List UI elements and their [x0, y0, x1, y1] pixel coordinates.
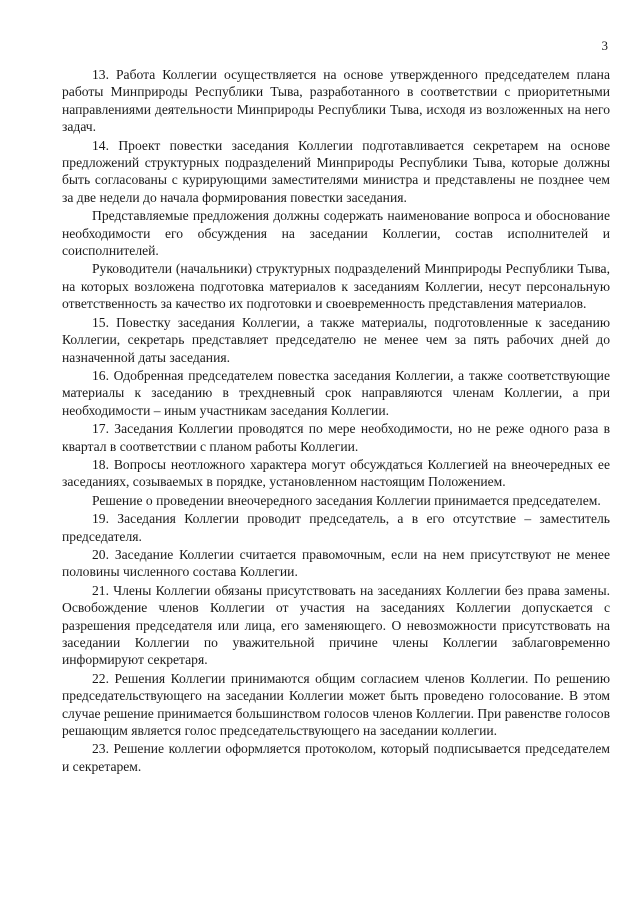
- paragraph-23: 23. Решение коллегии оформляется протоколом, который подписывается председателем и секретарем.: [62, 741, 610, 774]
- paragraph-16: 16. Одобренная председателем повестка заседания Коллегии, а также соответствующие материалы к заседанию в трехдневный срок направляются членам Коллегии, а при необходимости – иным участникам заседания Коллегии.: [62, 367, 610, 418]
- paragraph-20: 20. Заседание Коллегии считается правомочным, если на нем присутствуют не менее половины численного состава Коллегии.: [62, 546, 610, 580]
- paragraph-13: 13. Работа Коллегии осуществляется на основе утвержденного председателем плана работы Минприроды Республики Тыва, разработанного в соответствии с приоритетными направлениями деятельности Минприроды Республики Тыва, исходя из возложенных на него задач.: [62, 67, 610, 135]
- paragraph-17: 17. Заседания Коллегии проводятся по мере необходимости, но не реже одного раза в квартал в соответствии с планом работы Коллегии.: [62, 421, 610, 454]
- page-number: 3: [601, 38, 608, 53]
- paragraph-22: 22. Решения Коллегии принимаются общим согласием членов Коллегии. По решению председательствующего на заседании Коллегии может быть проведено голосование. В этом случае решение принимается большинством голосов членов Коллегии. При равенстве голосов решающим является голос председательствующего на заседании коллегии.: [62, 670, 610, 739]
- paragraph-21: 21. Члены Коллегии обязаны присутствовать на заседаниях Коллегии без права замены. Освобождение членов Коллегии от участия на заседаниях Коллегии допускается с разрешения председателя или лица, его заменяющего. О невозможности присутствовать на заседании Коллегии по уважительной причине члены Коллегии заблаговременно информируют секретаря.: [62, 582, 610, 668]
- paragraph-19: 19. Заседания Коллегии проводит председатель, а в его отсутствие – заместитель председателя.: [62, 511, 610, 544]
- paragraph-14-heads: Руководители (начальники) структурных подразделений Минприроды Республики Тыва, на которых возложена подготовка материалов к заседаниям Коллегии, несут персональную ответственность за качество их подготовки и своевременность представления материалов.: [62, 261, 610, 312]
- paragraph-14: 14. Проект повестки заседания Коллегии подготавливается секретарем на основе предложений структурных подразделений Минприроды Республики Тыва, которые должны быть согласованы с курирующими заместителями министра и представлены не позднее чем за две недели до начала формирования повестки заседания.: [62, 137, 610, 205]
- paragraph-14-proposals: Представляемые предложения должны содержать наименование вопроса и обоснование необходимости его обсуждения на заседании Коллегии, состав исполнителей и соисполнителей.: [62, 208, 610, 259]
- paragraph-18-decision: Решение о проведении внеочередного заседания Коллегии принимается председателем.: [92, 492, 601, 508]
- paragraph-15: 15. Повестку заседания Коллегии, а также материалы, подготовленные к заседанию Коллегии, секретарь представляет председателю не менее чем за пять рабочих дней до назначенной даты заседания.: [62, 314, 610, 365]
- document-body: [62, 66, 610, 776]
- paragraph-18: 18. Вопросы неотложного характера могут обсуждаться Коллегией на внеочередных ее заседаниях, созываемых в порядке, установленном настоящим Положением.: [62, 456, 610, 490]
